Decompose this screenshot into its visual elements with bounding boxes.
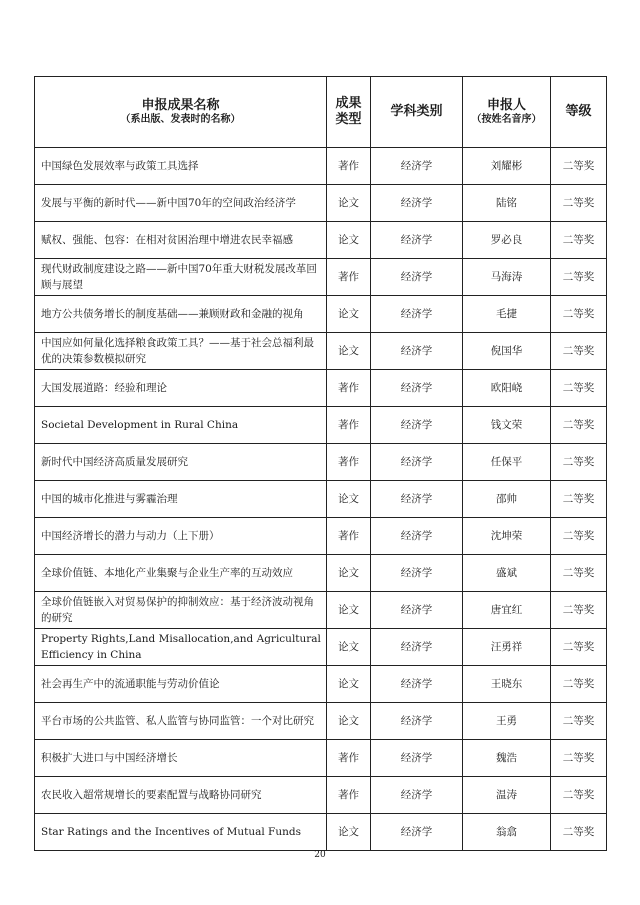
cell-applicant: 任保平	[463, 444, 551, 481]
cell-type: 论文	[327, 814, 371, 851]
cell-level: 二等奖	[551, 629, 607, 666]
table-row	[35, 407, 607, 444]
cell-title: Property Rights,Land Misallocation,and Agricultural Efficiency in China	[35, 629, 327, 666]
cell-title: 中国的城市化推进与雾霾治理	[35, 481, 327, 518]
cell-title: Star Ratings and the Incentives of Mutual Funds	[35, 814, 327, 851]
cell-title: 积极扩大进口与中国经济增长	[35, 740, 327, 777]
cell-type: 著作	[327, 407, 371, 444]
cell-applicant: 唐宜红	[463, 592, 551, 629]
cell-title: 农民收入超常规增长的要素配置与战略协同研究	[35, 777, 327, 814]
cell-level: 二等奖	[551, 740, 607, 777]
page-number: 20	[314, 850, 326, 860]
cell-type: 著作	[327, 148, 371, 185]
header-level: 等级	[551, 77, 607, 148]
cell-level: 二等奖	[551, 222, 607, 259]
table-body	[35, 148, 607, 851]
cell-type: 著作	[327, 740, 371, 777]
cell-level: 二等奖	[551, 370, 607, 407]
cell-type: 论文	[327, 481, 371, 518]
cell-type: 论文	[327, 185, 371, 222]
cell-level: 二等奖	[551, 296, 607, 333]
cell-applicant: 沈坤荣	[463, 518, 551, 555]
cell-title: 社会再生产中的流通职能与劳动价值论	[35, 666, 327, 703]
header-name-sub: （系出版、发表时的名称）	[120, 113, 241, 125]
cell-subject: 经济学	[371, 703, 463, 740]
table-row	[35, 481, 607, 518]
cell-title: 赋权、强能、包容：在相对贫困治理中增进农民幸福感	[35, 222, 327, 259]
header-type: 成果类型	[327, 77, 371, 148]
cell-subject: 经济学	[371, 148, 463, 185]
cell-title: 平台市场的公共监管、私人监管与协同监管：一个对比研究	[35, 703, 327, 740]
header-name	[35, 77, 327, 148]
cell-type: 论文	[327, 222, 371, 259]
cell-applicant: 马海涛	[463, 259, 551, 296]
cell-title: 中国应如何量化选择粮食政策工具？——基于社会总福利最优的决策参数模拟研究	[35, 333, 327, 370]
cell-title: 发展与平衡的新时代——新中国70年的空间政治经济学	[35, 185, 327, 222]
cell-applicant: 翁翕	[463, 814, 551, 851]
table-row	[35, 592, 607, 629]
table-row	[35, 777, 607, 814]
cell-applicant: 王晓东	[463, 666, 551, 703]
cell-applicant: 汪勇祥	[463, 629, 551, 666]
table-row	[35, 296, 607, 333]
cell-level: 二等奖	[551, 148, 607, 185]
table-row	[35, 666, 607, 703]
cell-applicant: 盛斌	[463, 555, 551, 592]
cell-type: 论文	[327, 703, 371, 740]
cell-title: 新时代中国经济高质量发展研究	[35, 444, 327, 481]
cell-subject: 经济学	[371, 481, 463, 518]
table-row	[35, 259, 607, 296]
table-header	[35, 77, 607, 148]
header-applicant-sub: （按姓名音序）	[471, 113, 542, 125]
header-applicant-label: 申报人	[486, 97, 526, 113]
table-row	[35, 148, 607, 185]
table-row	[35, 444, 607, 481]
table-row	[35, 518, 607, 555]
cell-title: 大国发展道路：经验和理论	[35, 370, 327, 407]
cell-applicant: 罗必良	[463, 222, 551, 259]
cell-level: 二等奖	[551, 407, 607, 444]
cell-applicant: 倪国华	[463, 333, 551, 370]
cell-subject: 经济学	[371, 407, 463, 444]
cell-type: 著作	[327, 444, 371, 481]
cell-subject: 经济学	[371, 518, 463, 555]
cell-level: 二等奖	[551, 777, 607, 814]
cell-type: 论文	[327, 333, 371, 370]
cell-title: 全球价值链嵌入对贸易保护的抑制效应：基于经济波动视角的研究	[35, 592, 327, 629]
cell-subject: 经济学	[371, 370, 463, 407]
cell-subject: 经济学	[371, 296, 463, 333]
table-row	[35, 629, 607, 666]
cell-level: 二等奖	[551, 555, 607, 592]
cell-applicant: 刘耀彬	[463, 148, 551, 185]
cell-title: 全球价值链、本地化产业集聚与企业生产率的互动效应	[35, 555, 327, 592]
cell-type: 著作	[327, 518, 371, 555]
header-name-label: 申报成果名称	[141, 97, 220, 113]
cell-level: 二等奖	[551, 481, 607, 518]
cell-subject: 经济学	[371, 592, 463, 629]
cell-applicant: 欧阳峣	[463, 370, 551, 407]
cell-subject: 经济学	[371, 777, 463, 814]
cell-subject: 经济学	[371, 666, 463, 703]
cell-level: 二等奖	[551, 185, 607, 222]
cell-subject: 经济学	[371, 555, 463, 592]
cell-type: 论文	[327, 296, 371, 333]
header-subject: 学科类别	[371, 77, 463, 148]
cell-level: 二等奖	[551, 814, 607, 851]
awards-table	[34, 76, 607, 851]
cell-subject: 经济学	[371, 444, 463, 481]
cell-subject: 经济学	[371, 814, 463, 851]
table-row	[35, 370, 607, 407]
cell-level: 二等奖	[551, 703, 607, 740]
cell-applicant: 毛捷	[463, 296, 551, 333]
cell-applicant: 王勇	[463, 703, 551, 740]
cell-level: 二等奖	[551, 518, 607, 555]
table-row	[35, 814, 607, 851]
table-row	[35, 703, 607, 740]
cell-applicant: 魏浩	[463, 740, 551, 777]
table-row	[35, 222, 607, 259]
cell-type: 论文	[327, 629, 371, 666]
cell-applicant: 温涛	[463, 777, 551, 814]
cell-type: 著作	[327, 259, 371, 296]
cell-type: 论文	[327, 555, 371, 592]
cell-applicant: 邵帅	[463, 481, 551, 518]
cell-type: 论文	[327, 592, 371, 629]
cell-type: 著作	[327, 777, 371, 814]
cell-level: 二等奖	[551, 444, 607, 481]
cell-level: 二等奖	[551, 259, 607, 296]
cell-subject: 经济学	[371, 629, 463, 666]
cell-title: Societal Development in Rural China	[35, 407, 327, 444]
cell-applicant: 钱文荣	[463, 407, 551, 444]
cell-title: 中国绿色发展效率与政策工具选择	[35, 148, 327, 185]
cell-type: 论文	[327, 666, 371, 703]
cell-subject: 经济学	[371, 222, 463, 259]
table-row	[35, 555, 607, 592]
header-applicant	[463, 77, 551, 148]
cell-title: 现代财政制度建设之路——新中国70年重大财税发展改革回顾与展望	[35, 259, 327, 296]
cell-type: 著作	[327, 370, 371, 407]
cell-level: 二等奖	[551, 333, 607, 370]
table-row	[35, 333, 607, 370]
cell-applicant: 陆铭	[463, 185, 551, 222]
cell-title: 地方公共债务增长的制度基础——兼顾财政和金融的视角	[35, 296, 327, 333]
table-row	[35, 185, 607, 222]
cell-subject: 经济学	[371, 740, 463, 777]
cell-subject: 经济学	[371, 185, 463, 222]
cell-level: 二等奖	[551, 666, 607, 703]
cell-level: 二等奖	[551, 592, 607, 629]
table-row	[35, 740, 607, 777]
cell-title: 中国经济增长的潜力与动力（上下册）	[35, 518, 327, 555]
cell-subject: 经济学	[371, 259, 463, 296]
cell-subject: 经济学	[371, 333, 463, 370]
